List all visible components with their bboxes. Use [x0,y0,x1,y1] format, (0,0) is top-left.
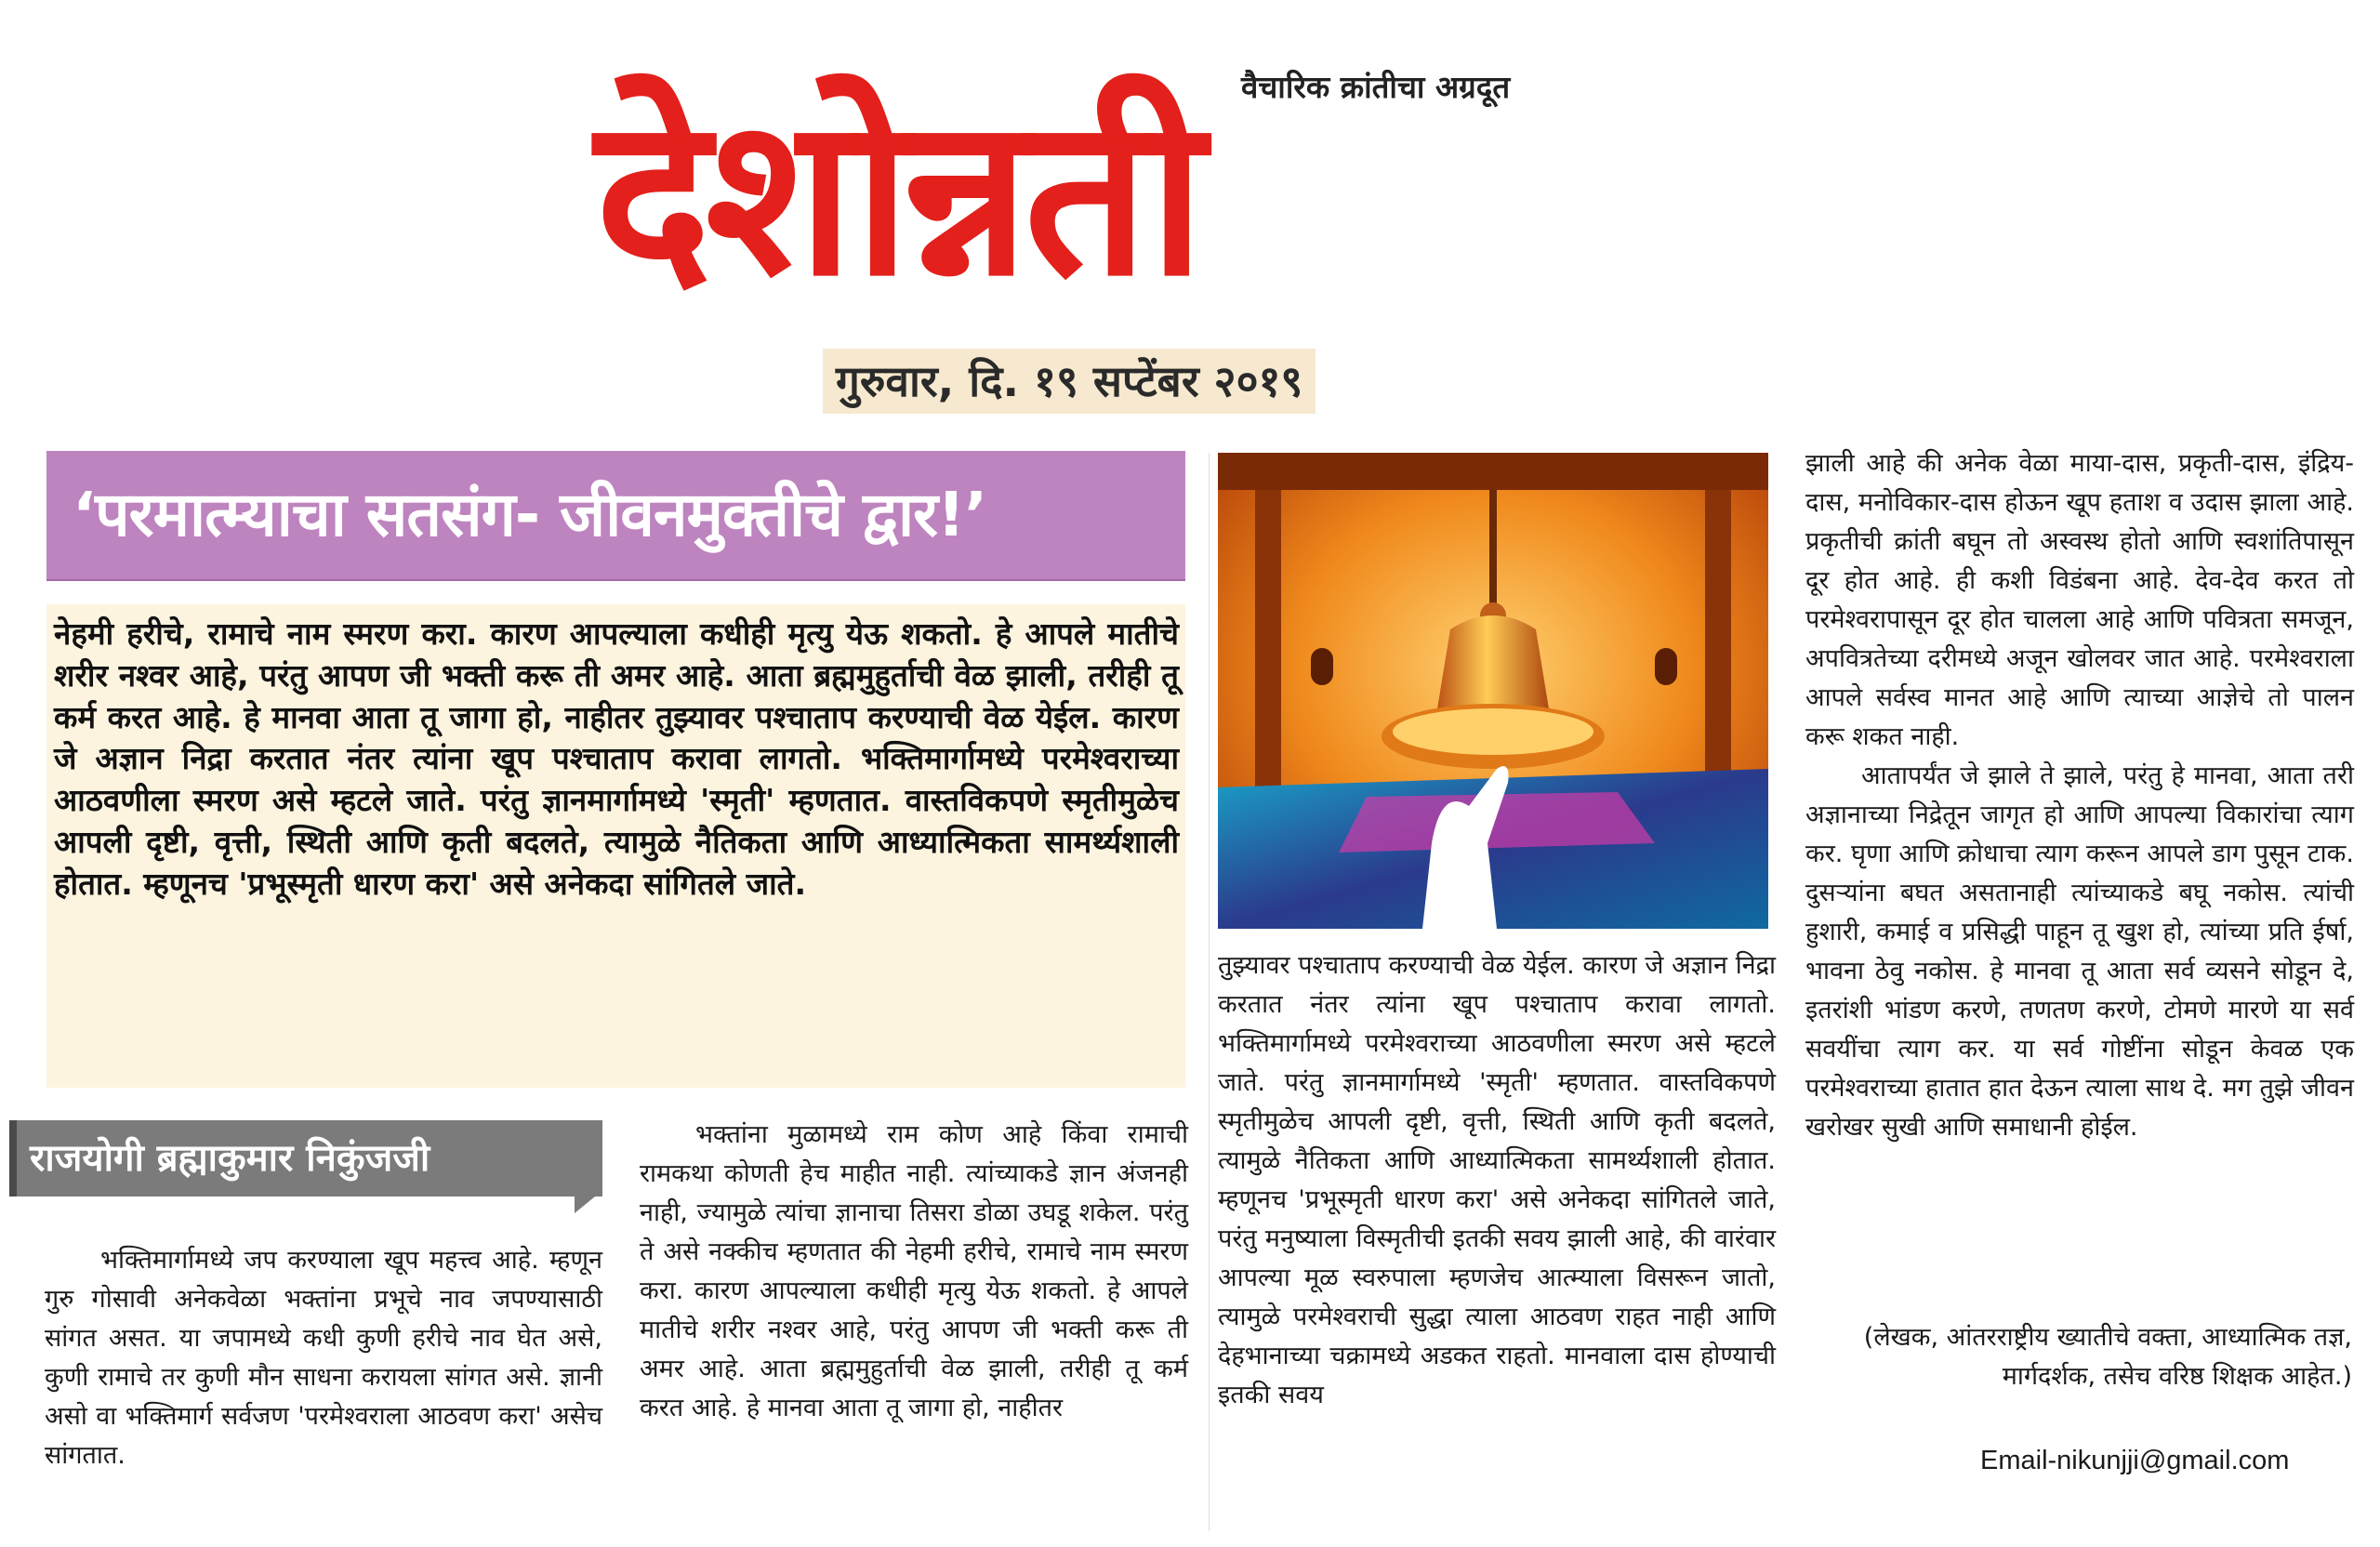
body-column-1 [45,1241,602,1475]
column-paragraph: झाली आहे की अनेक वेळा माया-दास, प्रकृती-दास, इंद्रिय-दास, मनोविकार-दास होऊन खूप हताश व उदास झाला आहे. प्रकृतीची क्रांती बघून तो अस्वस्थ होतो आणि स्वशांतिपासून दूर होत आहे. ही कशी विडंबना आहे. देव-देव करत तो परमेश्वरापासून दूर होत चालला आहे आणि पवित्रता समजून, अपवित्रतेच्या दरीमध्ये अजून खोलवर जात आहे. परमेश्वराला आपले सर्वस्व मानत आहे आणि त्याच्या आज्ञेचे तो पालन करू शकत नाही. [1805,449,2354,751]
column-paragraph: आतापर्यंत जे झाले ते झाले, परंतु हे मानवा, आता तरी अज्ञानाच्या निद्रेतून जागृत हो आणि आपल्या विकारांचा त्याग कर. घृणा आणि क्रोधाचा त्याग करून आपले डाग पुसून टाक. दुसऱ्यांना बघत असतानाही त्यांच्याकडे बघू नकोस. त्यांची हुशारी, कमाई व प्रसिद्धी पाहून तू खुश हो, त्यांच्या प्रति ईर्षा, भावना ठेवु नकोस. हे मानवा तू आता सर्व व्यसने सोडून दे, इतरांशी भांडण करणे, तणतण करणे, टोमणे मारणे या सर्व सवयींचा त्याग कर. या सर्व गोष्टींना सोडून केवळ एक परमेश्वराच्या हातात हात देऊन त्याला साथ दे. मग तुझे जीवन खरोखर सुखी आणि समाधानी होईल. [1805,761,2354,1142]
column-divider [1209,453,1210,1531]
author-name: राजयोगी ब्रह्माकुमार निकुंजजी [30,1137,430,1180]
body-column-2 [640,1116,1188,1428]
column-text: तुझ्यावर पश्चाताप करण्याची वेळ येईल. कारण जे अज्ञान निद्रा करतात नंतर त्यांना खूप पश्चाताप करावा लागतो. भक्तिमार्गामध्ये परमेश्वराच्या आठवणीला स्मरण असे म्हटले जाते. परंतु ज्ञानमार्गामध्ये 'स्मृती' म्हणतात. वास्तविकपणे स्मृतीमुळेच आपली दृष्टी, वृत्ती, स्थिती आणि कृती बदलते, त्यामुळे नैतिकता आणि आध्यात्मिकता सामर्थ्यशाली होतात. म्हणूनच 'प्रभूस्मृती धारण करा' असे अनेकदा सांगितले जाते, परंतु मनुष्याला विस्मृतीची इतकी सवय झाली आहे, की वारंवार आपल्या मूळ स्वरुपाला म्हणजेच आत्म्याला विसरून जातो, त्यामुळे परमेश्वराची सुद्धा त्याला आठवण राहत नाही आणि देहभानाच्या चक्रामध्ये अडकत राहतो. मानवाला दास होण्याची इतकी सवय [1218,951,1776,1409]
body-column-4 [1805,444,2354,1147]
column-text: भक्तांना मुळामध्ये राम कोण आहे किंवा रामाची रामकथा कोणती हेच माहीत नाही. त्यांच्याकडे ज्ञान अंजनही नाही, ज्यामुळे त्यांचा ज्ञानाचा तिसरा डोळा उघडू शकेल. परंतु ते असे नक्कीच म्हणतात की नेहमी हरीचे, रामाचे नाम स्मरण करा. कारण आपल्याला कधीही मृत्यु येऊ शकतो. हे आपले मातीचे शरीर नश्वर आहे, परंतु आपण जी भक्ती करू ती अमर आहे. आता ब्रह्ममुहुर्ताची वेळ झाली, तरीही तू कर्म करत आहे. हे मानवा आता तू जागा हो, नाहीतर [640,1120,1188,1422]
article-headline: ‘परमात्म्याचा सतसंग- जीवनमुक्तीचे द्वार!’ [73,479,987,550]
temple-bell-hand-icon [1218,453,1768,929]
column-text: भक्तिमार्गामध्ये जप करण्याला खूप महत्त्व आहे. म्हणून गुरु गोसावी अनेकवेळा भक्तांना प्रभूचे नाव जपण्यासाठी सांगत असत. या जपामध्ये कधी कुणी हरीचे नाव घेत असे, कुणी रामाचे तर कुणी मौन साधना करायला सांगत असे. ज्ञानी असो वा भक्तिमार्ग सर्वजण 'परमेश्वराला आठवण करा' असेच सांगतात. [45,1246,602,1470]
author-banner-tail [575,1197,595,1213]
body-column-3 [1218,946,1776,1415]
author-email: Email-nikunjji@gmail.com [1980,1446,2290,1475]
author-bio: (लेखक, आंतरराष्ट्रीय ख्यातीचे वक्ता, आध्यात्मिक तज्ञ, मार्गदर्शक, तसेच वरिष्ठ शिक्षक आहेत.) [1863,1323,2352,1391]
publication-date: गुरुवार, दि. १९ सप्टेंबर २०१९ [823,349,1316,414]
masthead-title: देशोन्नती [595,71,1200,324]
article-lead: नेहमी हरीचे, रामाचे नाम स्मरण करा. कारण आपल्याला कधीही मृत्यु येऊ शकतो. हे आपले मातीचे शरीर नश्वर आहे, परंतु आपण जी भक्ती करू ती अमर आहे. आता ब्रह्ममुहुर्ताची वेळ झाली, तरीही तू कर्म करत आहे. हे मानवा आता तू जागा हो, नाहीतर तुझ्यावर पश्चाताप करण्याची वेळ येईल. कारण जे अज्ञान निद्रा करतात नंतर त्यांना खूप पश्चाताप करावा लागतो. भक्तिमार्गामध्ये परमेश्वराच्या आठवणीला स्मरण असे म्हटले जाते. परंतु ज्ञानमार्गामध्ये 'स्मृती' म्हणतात. वास्तविकपणे स्मृतीमुळेच आपली दृष्टी, वृत्ती, स्थिती आणि कृती बदलते, त्यामुळे नैतिकता आणि आध्यात्मिकता सामर्थ्यशाली होतात. म्हणूनच 'प्रभूस्मृती धारण करा' असे अनेकदा सांगितले जाते. [54,615,1179,902]
masthead-tagline: वैचारिक क्रांतीचा अग्रदूत [1241,69,1511,105]
